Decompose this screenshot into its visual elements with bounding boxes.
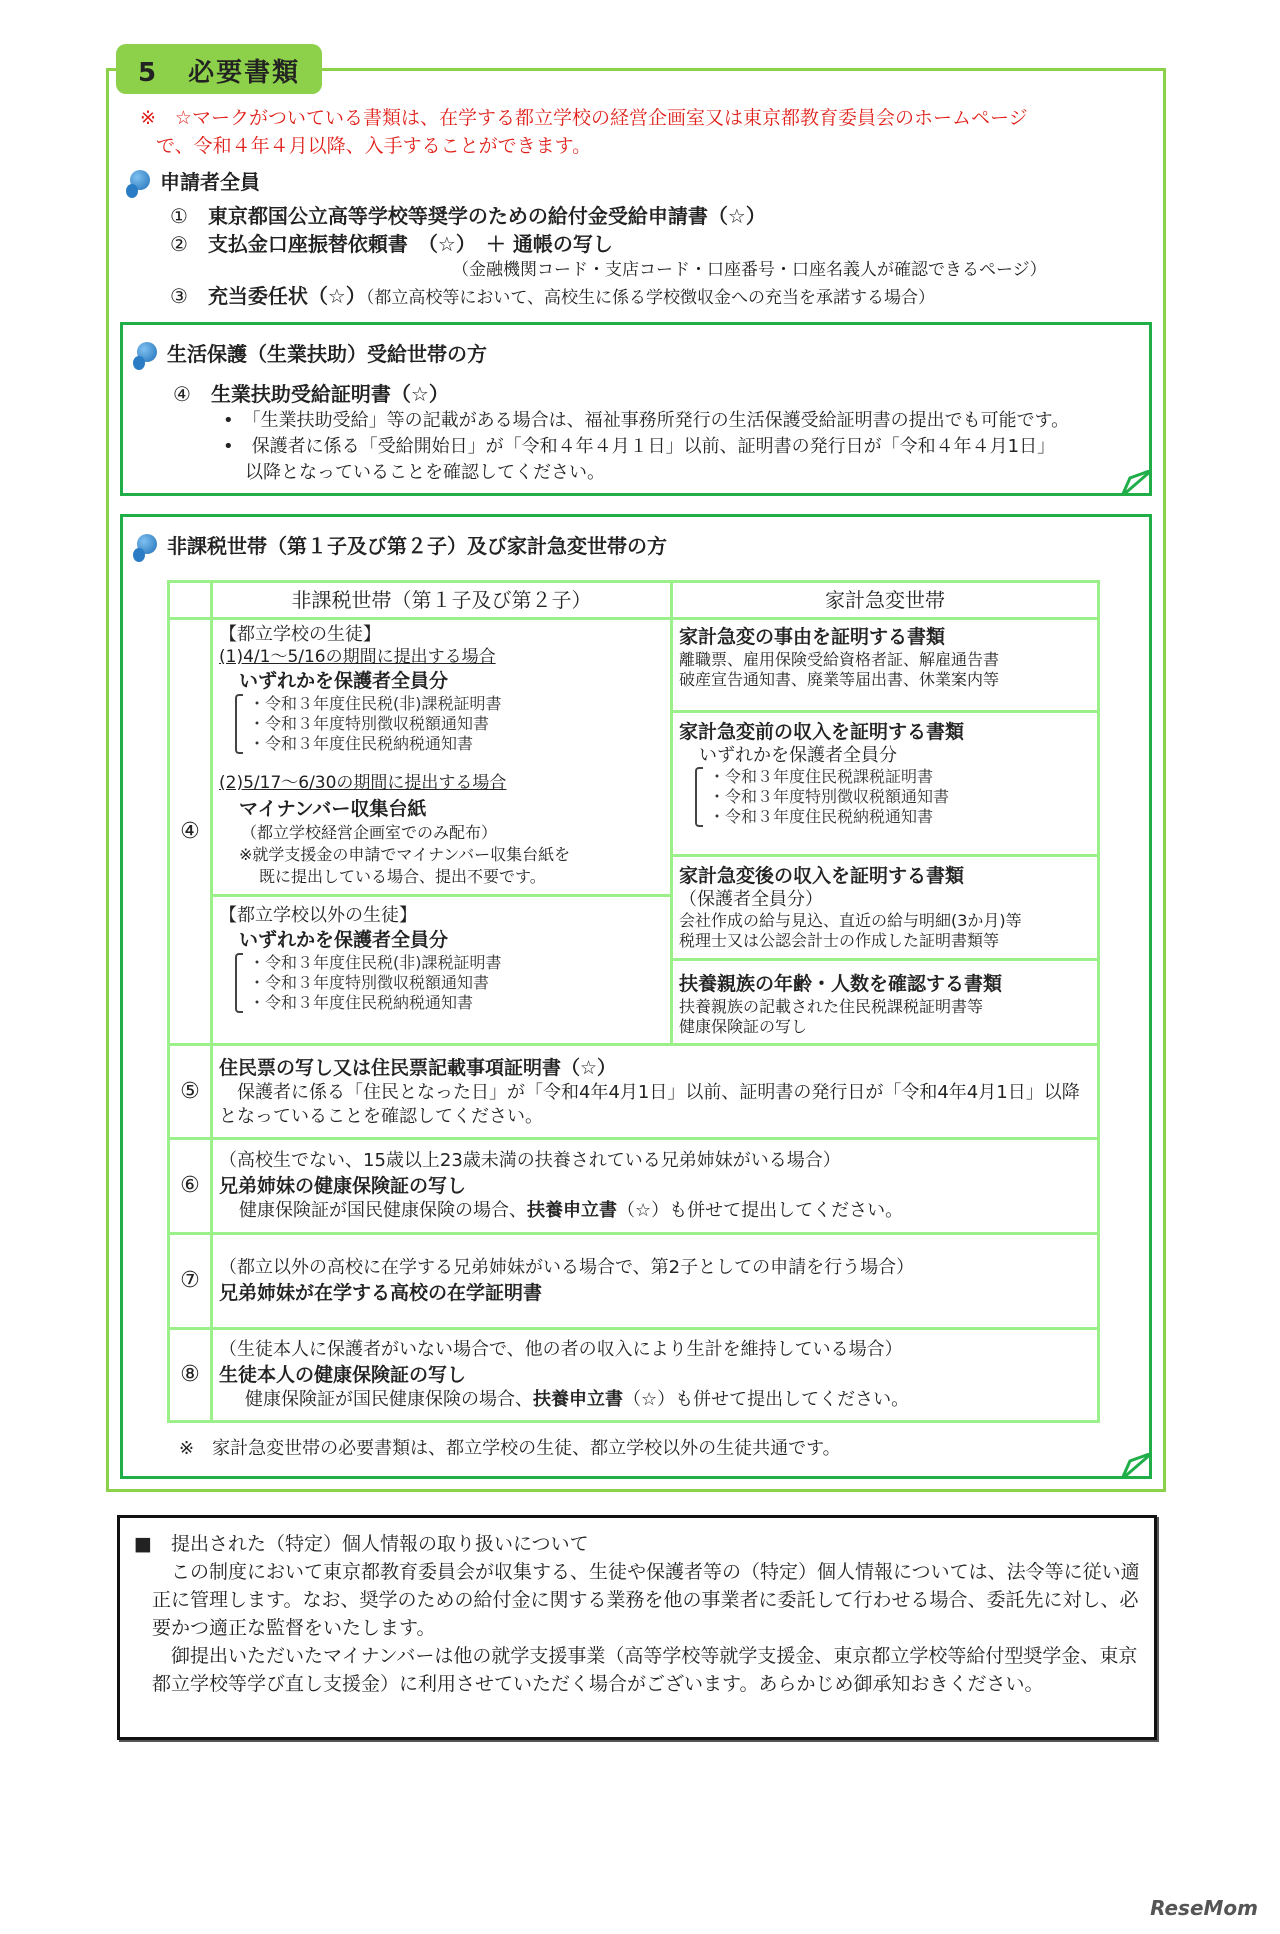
heading: 生活保護（生業扶助）受給世帯の方 (167, 342, 487, 366)
doc-list (685, 767, 1091, 827)
doc-list (225, 953, 664, 1013)
pushpin-icon (133, 534, 159, 562)
item-title: 生業扶助受給証明書（☆） (210, 381, 449, 406)
row-text: （☆）も併せて提出してください。 (617, 1200, 904, 1221)
other-label: 【都立学校以外の生徒】 (219, 905, 417, 926)
resemom-watermark: ReseMom (1150, 1896, 1258, 1920)
bullet-text: 以降となっていることを確認してください。 (245, 461, 605, 483)
welfare-box (120, 322, 1152, 496)
group-line: 離職票、雇用保険受給資格者証、解雇通告書 (679, 650, 1000, 669)
list-item (126, 230, 1047, 258)
row-condition: （生徒本人に保護者がいない場合で、他の者の収入により生計を維持している場合） (219, 1339, 903, 1360)
item-title: 充当委任状（☆） (207, 283, 366, 308)
table-row (169, 1139, 1099, 1234)
row-title: 生徒本人の健康保険証の写し (219, 1364, 467, 1386)
table-row (169, 1045, 1099, 1139)
bullet: • 「生業扶助受給」等の記載がある場合は、福祉事務所発行の生活保護受給証明書の提出でも可能です。 (223, 409, 1070, 431)
group-title: 家計急変前の収入を証明する書類 (679, 721, 965, 743)
section-number: 5 (138, 58, 159, 88)
bullet-text: 保護者に係る「受給開始日」が「令和４年４月１日」以前、証明書の発行日が「令和４年４月1日」 (251, 435, 1056, 457)
row-number: ⑧ (169, 1329, 212, 1422)
row-text: （☆）も併せて提出してください。 (623, 1389, 910, 1410)
other-title: いずれかを保護者全員分 (239, 929, 449, 951)
privacy-heading: ■ 提出された（特定）個人情報の取り扱いについて (134, 1533, 589, 1555)
table-row (169, 1329, 1099, 1422)
doc-item: ・令和３年度住民税(非)課税証明書 (249, 953, 502, 972)
row-text-bold: 扶養申立書 (527, 1200, 617, 1221)
group-line: 破産宣告通知書、廃業等届出書、休業案内等 (679, 670, 1000, 689)
doc-list (225, 694, 664, 754)
sudden-doc-group (673, 710, 1097, 854)
item-number: ③ (170, 283, 188, 308)
list-item (126, 202, 1047, 230)
other-schools-block (213, 894, 670, 1013)
group-title: 家計急変後の収入を証明する書類 (679, 865, 965, 887)
case1-label: (1)4/1～5/16の期間に提出する場合 (219, 647, 496, 667)
table-row (169, 1234, 1099, 1329)
case1-title: いずれかを保護者全員分 (239, 670, 449, 692)
privacy-paragraph: この制度において東京都教育委員会が収集する、生徒や保護者等の（特定）個人情報については、法令等に従い適正に管理します。なお、奨学のための給付金に関する業務を他の事業者に委託して行わせる場合、委託先に対し、必要かつ適正な監督をいたします。 (152, 1561, 1140, 1639)
group-line: 税理士又は公認会計士の作成した証明書類等 (679, 931, 1000, 950)
section-title-tab (116, 44, 322, 94)
row-number: ⑥ (169, 1139, 212, 1234)
group-sub: いずれかを保護者全員分 (699, 745, 897, 766)
group-line: 健康保険証の写し (679, 1017, 808, 1036)
item-title: 東京都国公立高等学校等奨学のための給付金受給申請書（☆） (207, 203, 766, 228)
group-line: 会社作成の給与見込、直近の給与明細(3か月)等 (679, 911, 1022, 930)
row-number: ⑦ (169, 1234, 212, 1329)
item-title: 支払金口座振替依頼書 （☆） ＋ 通帳の写し (207, 231, 613, 256)
sudden-doc-group (673, 958, 1097, 1037)
item-number: ① (170, 203, 188, 228)
row-condition: （都立以外の高校に在学する兄弟姉妹がいる場合で、第2子としての申請を行う場合） (219, 1257, 915, 1278)
notice-line: ※ ☆マークがついている書類は、在学する都立学校の経営企画室又は東京都教育委員会のホームページ (140, 107, 1028, 129)
doc-item: ・令和３年度特別徴収税額通知書 (709, 787, 950, 806)
doc-item: ・令和３年度住民税納税通知書 (709, 807, 934, 826)
case2-note: 既に提出している場合、提出不要です。 (259, 867, 546, 886)
page-curl-icon (1122, 1453, 1152, 1479)
privacy-paragraph: 御提出いただいたマイナンバーは他の就学支援事業（高等学校等就学支援金、東京都立学校等給付型奨学金、東京都立学校等学び直し支援金）に利用させていただく場合がございます。あらかじめ御承知おきください。 (152, 1645, 1138, 1695)
tax-exempt-cell (212, 619, 672, 1045)
column-header-sudden-change: 家計急変世帯 (672, 582, 1099, 619)
brace-icon (695, 767, 703, 827)
row-title: 兄弟姉妹が在学する高校の在学証明書 (219, 1282, 543, 1304)
bullet-text: 「生業扶助受給」等の記載がある場合は、福祉事務所発行の生活保護受給証明書の提出でも可能です。 (251, 409, 1070, 431)
privacy-notice-box (117, 1515, 1157, 1740)
documents-table (167, 580, 1100, 1423)
item-number: ② (170, 231, 188, 256)
doc-item: ・令和３年度住民税(非)課税証明書 (249, 694, 502, 713)
footnote: ※ 家計急変世帯の必要書類は、都立学校の生徒、都立学校以外の生徒共通です。 (179, 1438, 841, 1459)
all-applicants-block (126, 167, 1047, 310)
group-title: 家計急変の事由を証明する書類 (679, 626, 946, 648)
row-number: ④ (169, 619, 212, 1045)
pushpin-icon (133, 342, 159, 370)
row-number: ⑤ (169, 1045, 212, 1139)
star-notice (140, 104, 1028, 160)
header-blank (169, 582, 212, 619)
case2-label: (2)5/17～6/30の期間に提出する場合 (219, 773, 507, 793)
case2-note: （都立学校経営企画室でのみ配布） (241, 823, 498, 842)
case2-title: マイナンバー収集台紙 (239, 798, 427, 820)
group-title: 扶養親族の年齢・人数を確認する書類 (679, 973, 1003, 995)
doc-item: ・令和３年度特別徴収税額通知書 (249, 714, 490, 733)
brace-icon (235, 953, 243, 1013)
case2-note: ※就学支援金の申請でマイナンバー収集台紙を (239, 845, 571, 864)
doc-item: ・令和３年度住民税納税通知書 (249, 993, 474, 1012)
group-line: 扶養親族の記載された住民税課税証明書等 (679, 997, 984, 1016)
heading: 非課税世帯（第１子及び第２子）及び家計急変世帯の方 (167, 534, 667, 558)
item-note: （金融機関コード・支店コード・口座番号・口座名義人が確認できるページ） (452, 259, 1047, 280)
doc-item: ・令和３年度住民税納税通知書 (249, 734, 474, 753)
notice-line: で、令和４年４月以降、入手することができます。 (156, 135, 592, 157)
item-number: ④ (173, 381, 191, 406)
row-text: 保護者に係る「住民となった日」が「令和4年4月1日」以前、証明書の発行日が「令和4年4月1日」以降となっていることを確認してください。 (219, 1081, 1080, 1127)
column-header-tax-exempt: 非課税世帯（第１子及び第２子） (212, 582, 672, 619)
list-item (126, 282, 1047, 310)
row-title: 住民票の写し又は住民票記載事項証明書（☆） (219, 1056, 617, 1079)
row-text: 健康保険証が国民健康保険の場合、 (245, 1389, 533, 1410)
sudden-change-cell (672, 619, 1099, 1045)
row-text: 健康保険証が国民健康保険の場合、 (239, 1200, 527, 1221)
section-title: 必要書類 (188, 58, 301, 88)
pushpin-icon (126, 170, 152, 198)
group-sub: （保護者全員分） (679, 889, 823, 910)
sudden-doc-group (673, 624, 1097, 710)
page-curl-icon (1122, 470, 1152, 496)
item-note: （都立高校等において、高校生に係る学校徴収金への充当を承諾する場合） (365, 287, 936, 308)
bullet: • 保護者に係る「受給開始日」が「令和４年４月１日」以前、証明書の発行日が「令和４年４月1日」 (223, 435, 1056, 457)
metro-label: 【都立学校の生徒】 (219, 624, 381, 645)
doc-item: ・令和３年度住民税課税証明書 (709, 767, 934, 786)
sudden-doc-group (673, 854, 1097, 958)
brace-icon (235, 694, 243, 754)
row-title: 兄弟姉妹の健康保険証の写し (219, 1175, 467, 1197)
doc-item: ・令和３年度特別徴収税額通知書 (249, 973, 490, 992)
row-text-bold: 扶養申立書 (533, 1389, 623, 1410)
row-condition: （高校生でない、15歳以上23歳未満の扶養されている兄弟姉妹がいる場合） (219, 1150, 841, 1171)
heading: 申請者全員 (160, 170, 260, 194)
